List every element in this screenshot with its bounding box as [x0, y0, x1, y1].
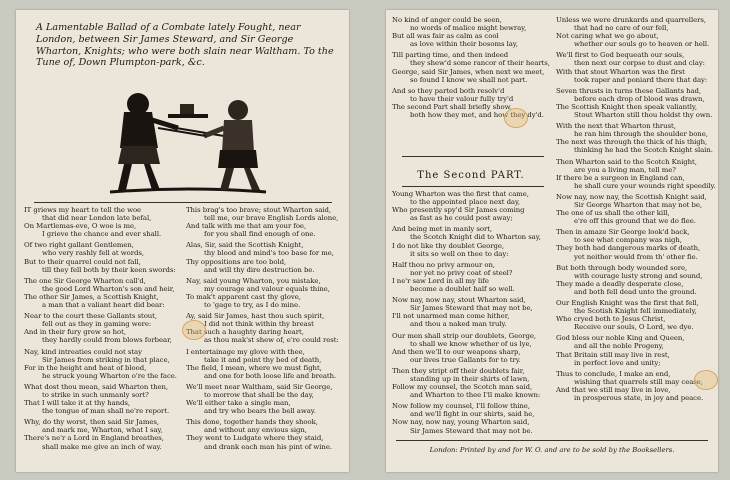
verse-line: e're off this ground that we do flee. — [574, 217, 696, 226]
verse-line: If there be a surgeon in England can, — [556, 173, 685, 182]
verse-line: Our men shall strip our doublets, George, — [392, 331, 536, 340]
verse-line: and Wharton to thee I'll make known: — [410, 391, 541, 400]
verse-line: for you shall find enough of one. — [204, 230, 316, 239]
verse-line: And being met in manly sort, — [392, 225, 493, 234]
library-stamp — [694, 370, 718, 390]
verse-line: Sir James Steward that may not be, — [410, 304, 533, 313]
stanza — [186, 206, 339, 238]
verse-line: Who cryed both to Jesus Christ, — [556, 315, 666, 324]
verse-line: so found I know we shall not part. — [410, 75, 528, 84]
verse-line: to strike in such unmanly sort? — [42, 390, 149, 399]
verse-line: Unless we were drunkards and quarrellers, — [556, 16, 707, 24]
verse-line: he struck young Wharton o're the face. — [42, 371, 177, 380]
verse-line: with courage lusty strong and sound, — [574, 271, 703, 280]
verse-line: yet neither would from th' other fie. — [574, 252, 698, 261]
verse-line: to the appointed place next day, — [410, 198, 521, 207]
verse-line: Till parting time, and then indeed — [392, 51, 509, 60]
verse-column-right-a-bottom — [392, 190, 541, 438]
verse-column-right-b — [556, 16, 716, 405]
stanza — [186, 241, 339, 273]
verse-line: The second Part shall briefly show, — [392, 102, 512, 111]
verse-line: and we'll fight in our shirts, said he, — [410, 410, 535, 419]
stanza — [556, 299, 716, 331]
stanza — [556, 264, 716, 296]
stanza — [556, 87, 716, 119]
verse-line: The one Sir George Wharton call'd, — [24, 276, 146, 285]
verse-line: Near to the court these Gallants stout, — [24, 312, 158, 321]
printer-imprint: London: Printed by and for W. O. and are to be sold by the Booksellers. — [429, 446, 675, 454]
verse-line: the tongue of man shall ne're report. — [42, 407, 170, 416]
verse-line: Then they stript off their doublets fair, — [392, 366, 525, 375]
stanza — [186, 418, 339, 450]
verse-line: a man that a valiant heart did bear: — [42, 301, 165, 310]
verse-line: they hardly could from blows forbear, — [42, 336, 172, 345]
verse-line: I ne'r saw Lord in all my life — [392, 276, 489, 285]
library-stamp — [182, 320, 206, 340]
verse-line: till they fell both by their keen swords: — [42, 265, 176, 274]
stanza — [186, 383, 339, 415]
verse-line: This done, together hands they shook, — [186, 418, 318, 427]
verse-line: and mark me, Wharton, what I say, — [42, 426, 163, 435]
verse-line: And in their fury grew so hot, — [24, 328, 126, 337]
verse-line: That such a haughty daring heart, — [186, 328, 304, 337]
part-divider-rule — [402, 156, 544, 157]
verse-line: But to their quarrel could not fall, — [24, 257, 141, 266]
stanza — [392, 332, 541, 364]
verse-line: Why, do thy worst, then said Sir James, — [24, 418, 159, 427]
stanza — [392, 296, 541, 328]
verse-line: the Scotch Knight did to Wharton say, — [410, 233, 541, 242]
stanza — [556, 158, 716, 190]
stanza — [556, 228, 716, 260]
verse-line: We'll meet near Waltham, said Sir George, — [186, 382, 333, 391]
verse-line: On Martlemas-eve, O woe is me, — [24, 222, 137, 231]
verse-line: George, said Sir James, when next we meet, — [392, 67, 545, 76]
verse-line: That I will take it at thy hands, — [24, 399, 131, 408]
verse-line: Now nay, now nay, stout Wharton said, — [392, 296, 526, 305]
stanza — [392, 225, 541, 257]
verse-line: before each drop of blood was drawn, — [574, 94, 705, 103]
verse-line: Follow my counsel, the Scotch man said, — [392, 383, 533, 392]
verse-line: and one for both loose life and breath. — [204, 371, 337, 380]
verse-line: as thou mak'st shew of, e're could rest: — [204, 336, 339, 345]
verse-column-left-a — [24, 206, 177, 454]
verse-line: Our English Knight was the first that fell, — [556, 299, 699, 307]
verse-line: he shall cure your wounds right speedily. — [574, 181, 716, 190]
stanza — [556, 193, 716, 225]
verse-line: are you a living man, tell me? — [574, 165, 676, 174]
verse-line: in prosperous state, in joy and peace. — [574, 394, 704, 403]
stanza — [556, 122, 716, 154]
verse-line: With that stout Wharton was the first — [556, 67, 685, 76]
verse-line: become a doublet half so well. — [410, 285, 515, 294]
verse-line: Now nay, now nay, young Wharton said, — [392, 418, 530, 427]
verse-line: as fast as he could post away; — [410, 214, 513, 223]
stanza — [24, 241, 177, 273]
verse-line: Stout Wharton still thou holdst thy own. — [574, 111, 713, 120]
right-broadside-page — [386, 10, 718, 472]
stanza — [186, 348, 339, 380]
verse-line: both how they met, and how they dy'd. — [410, 111, 544, 120]
verse-line: that did near London late befal, — [42, 214, 152, 223]
verse-line: That Britain still may live in rest, — [556, 350, 670, 359]
verse-line: my courage and valour equals thine, — [204, 284, 330, 293]
verse-line: wishing that quarrels still may cease, — [574, 377, 703, 386]
verse-line: And then we'll to our weapons sharp, — [392, 347, 521, 356]
verse-line: in perfect love and unity; — [574, 358, 661, 367]
stanza — [392, 16, 550, 48]
verse-line: There's ne'r a Lord in England breathes, — [24, 434, 164, 443]
verse-line: The field, I mean, where we must fight, — [186, 363, 322, 372]
stanza — [24, 348, 177, 380]
verse-line: Half thou no privy armour on, — [392, 260, 496, 269]
verse-column-right-a-top — [392, 16, 550, 122]
verse-line: We'll first to God bequeath our souls, — [556, 51, 685, 60]
verse-line: take it and point thy bed of death, — [204, 355, 322, 364]
verse-line: who very rashly fell at words, — [42, 249, 144, 258]
verse-line: Nay, said young Wharton, you mistake, — [186, 276, 321, 285]
verse-line: But both through body wounded sore, — [556, 263, 688, 272]
verse-line: that had no care of our fell, — [574, 24, 669, 33]
verse-line: And that we still may live in love, — [556, 385, 671, 394]
verse-line: thy blood and mind's too base for me, — [204, 249, 334, 258]
verse-line: Not caring what we go about, — [556, 32, 659, 41]
verse-line: Then in amaze Sir George look'd back, — [556, 228, 690, 237]
verse-line: to 'gage to try, as I do mine. — [204, 301, 301, 310]
verse-line: thinking he had the Scotch Knight slain. — [574, 146, 713, 155]
verse-line: I did not think within thy breast — [204, 320, 314, 329]
verse-line: and drank each man his pint of wine. — [204, 442, 332, 451]
stanza — [556, 334, 716, 366]
verse-line: no words of malice might bewray, — [410, 24, 527, 33]
verse-line: Thus to conclude, I make an end, — [556, 369, 671, 378]
verse-line: Receive our souls, O Lord, we dye. — [574, 323, 694, 332]
verse-line: God bless our noble King and Queen, — [556, 334, 685, 343]
verse-line: Sir George Wharton that may not be, — [574, 200, 703, 209]
verse-line: to have their valour fully try'd — [410, 94, 514, 103]
library-stamp — [504, 108, 528, 128]
verse-line: to morrow that shall be the day, — [204, 390, 314, 399]
verse-line: And talk with me that am your foe, — [186, 222, 307, 231]
verse-line: they shew'd some rancor of their hearts, — [410, 59, 550, 68]
verse-line: to shall we know whether of us lye, — [410, 339, 532, 348]
verse-line: took raper and poniard there that day: — [574, 75, 708, 84]
verse-line: They went to Ludgate where they staid, — [186, 434, 324, 443]
verse-line: I entertainage my glove with thee, — [186, 347, 305, 356]
verse-line: But all was fair as calm as cool — [392, 32, 499, 41]
stanza — [392, 51, 550, 83]
verse-line: as love within their bosoms lay, — [410, 40, 518, 49]
divider-rule — [34, 202, 332, 203]
verse-line: and all the noble Progeny, — [574, 342, 664, 351]
verse-line: and without any envious sign, — [204, 426, 307, 435]
verse-line: shall make me give an inch of way. — [42, 442, 162, 451]
verse-line: What dost thou mean, said Wharton then, — [24, 382, 169, 391]
verse-line: whether our souls go to heaven or hell. — [574, 40, 710, 49]
verse-line: and thou a naked man truly. — [410, 320, 507, 329]
verse-line: I'll not unarmed man come hither, — [392, 312, 510, 321]
verse-line: I do not like thy doublet George, — [392, 241, 505, 250]
verse-line: No kind of anger could be seen, — [392, 16, 502, 24]
verse-line: With the next that Wharton thrust, — [556, 122, 676, 131]
verse-line: and try who bears the bell away. — [204, 407, 316, 416]
stanza — [392, 402, 541, 434]
verse-line: This brag's too brave; stout Wharton said, — [186, 206, 332, 214]
stanza — [24, 383, 177, 415]
verse-line: fell out as they in gaming were: — [42, 320, 152, 329]
verse-column-left-b — [186, 206, 339, 454]
verse-line: then next our corpse to dust and clay: — [574, 59, 705, 68]
stanza — [556, 370, 716, 402]
verse-line: The next was through the thick of his thigh, — [556, 138, 708, 147]
verse-line: The other Sir James, a Scottish Knight, — [24, 292, 159, 301]
stanza — [556, 51, 716, 83]
stanza — [24, 312, 177, 344]
verse-line: our lives true Gallants for to try. — [410, 355, 521, 364]
verse-line: Seven thrusts in turns these Gallants had, — [556, 86, 702, 95]
verse-line: the Scotish Knight fell immediately, — [574, 307, 697, 316]
imprint-rule — [396, 440, 708, 441]
part-divider-rule-lower — [402, 186, 544, 187]
verse-line: the good Lord Wharton's son and heir, — [42, 284, 175, 293]
verse-line: Then Wharton said to the Scotch Knight, — [556, 157, 697, 166]
woodcut-duel-illustration — [100, 82, 276, 198]
verse-line: he ran him through the shoulder bone, — [574, 130, 708, 139]
verse-line: Now follow my counsel, I'll follow thine, — [392, 402, 530, 411]
verse-line: Ay, said Sir James, hast thou such spirit, — [186, 312, 325, 321]
verse-line: Young Wharton was the first that came, — [392, 190, 529, 198]
verse-line: For in the height and heat of blood, — [24, 363, 147, 372]
stanza — [392, 261, 541, 293]
verse-line: Now nay, now nay, the Scottish Knight said, — [556, 192, 707, 201]
verse-line: standing up in their shirts of lawn, — [410, 374, 530, 383]
stanza — [186, 312, 339, 344]
stanza — [24, 277, 177, 309]
verse-line: tell me, our brave English Lords alone, — [204, 214, 339, 223]
left-broadside-page — [16, 10, 349, 472]
verse-line: Alas, Sir, said the Scottish Knight, — [186, 241, 304, 250]
stanza — [24, 418, 177, 450]
verse-line: Thy oppositions are too bold, — [186, 257, 287, 266]
verse-line: to see what company was nigh, — [574, 236, 682, 245]
ballad-title: A Lamentable Ballad of a Combate lately Fought, near London, between Sir James Steward, and Sir George Wharton, Knights; who were both slain near Waltham. To the Tune of, Down Plumpton-park, &c. — [36, 22, 334, 69]
stanza — [556, 16, 716, 48]
verse-line: it sits so well on thee to day: — [410, 249, 509, 258]
verse-line: I grieve the chance and ever shall. — [42, 230, 162, 239]
verse-line: Of two right gallant Gentlemen, — [24, 241, 134, 250]
verse-line: The Scottish Knight then speak valiantly, — [556, 102, 697, 111]
stanza — [392, 367, 541, 399]
verse-line: and both fell dead unto the ground. — [574, 287, 697, 296]
stanza — [24, 206, 177, 238]
verse-line: Nay, kind intreaties could not stay — [24, 347, 142, 356]
verse-line: The one of us shall the other kill, — [556, 209, 670, 218]
verse-line: Sir James Steward that may not be. — [410, 426, 533, 435]
stanza — [186, 277, 339, 309]
verse-line: We'll either take a single man, — [186, 399, 291, 408]
verse-line: They made a deadly desperate close, — [556, 279, 684, 288]
verse-line: and will thy dire destruction be. — [204, 265, 315, 274]
verse-line: And so they parted both resolv'd — [392, 86, 505, 95]
verse-line: To mak't apparent cast thy glove, — [186, 292, 301, 301]
verse-line: Sir James from striking in that place, — [42, 355, 170, 364]
stanza — [392, 190, 541, 222]
verse-line: They both had dangerous marks of death, — [556, 244, 701, 253]
verse-line: nor yet no privy coat of steel? — [410, 268, 513, 277]
verse-line: Who presently spy'd Sir James coming — [392, 206, 525, 215]
verse-line: IT griews my heart to tell the woe — [24, 206, 142, 214]
second-part-heading: The Second PART. — [417, 170, 525, 181]
